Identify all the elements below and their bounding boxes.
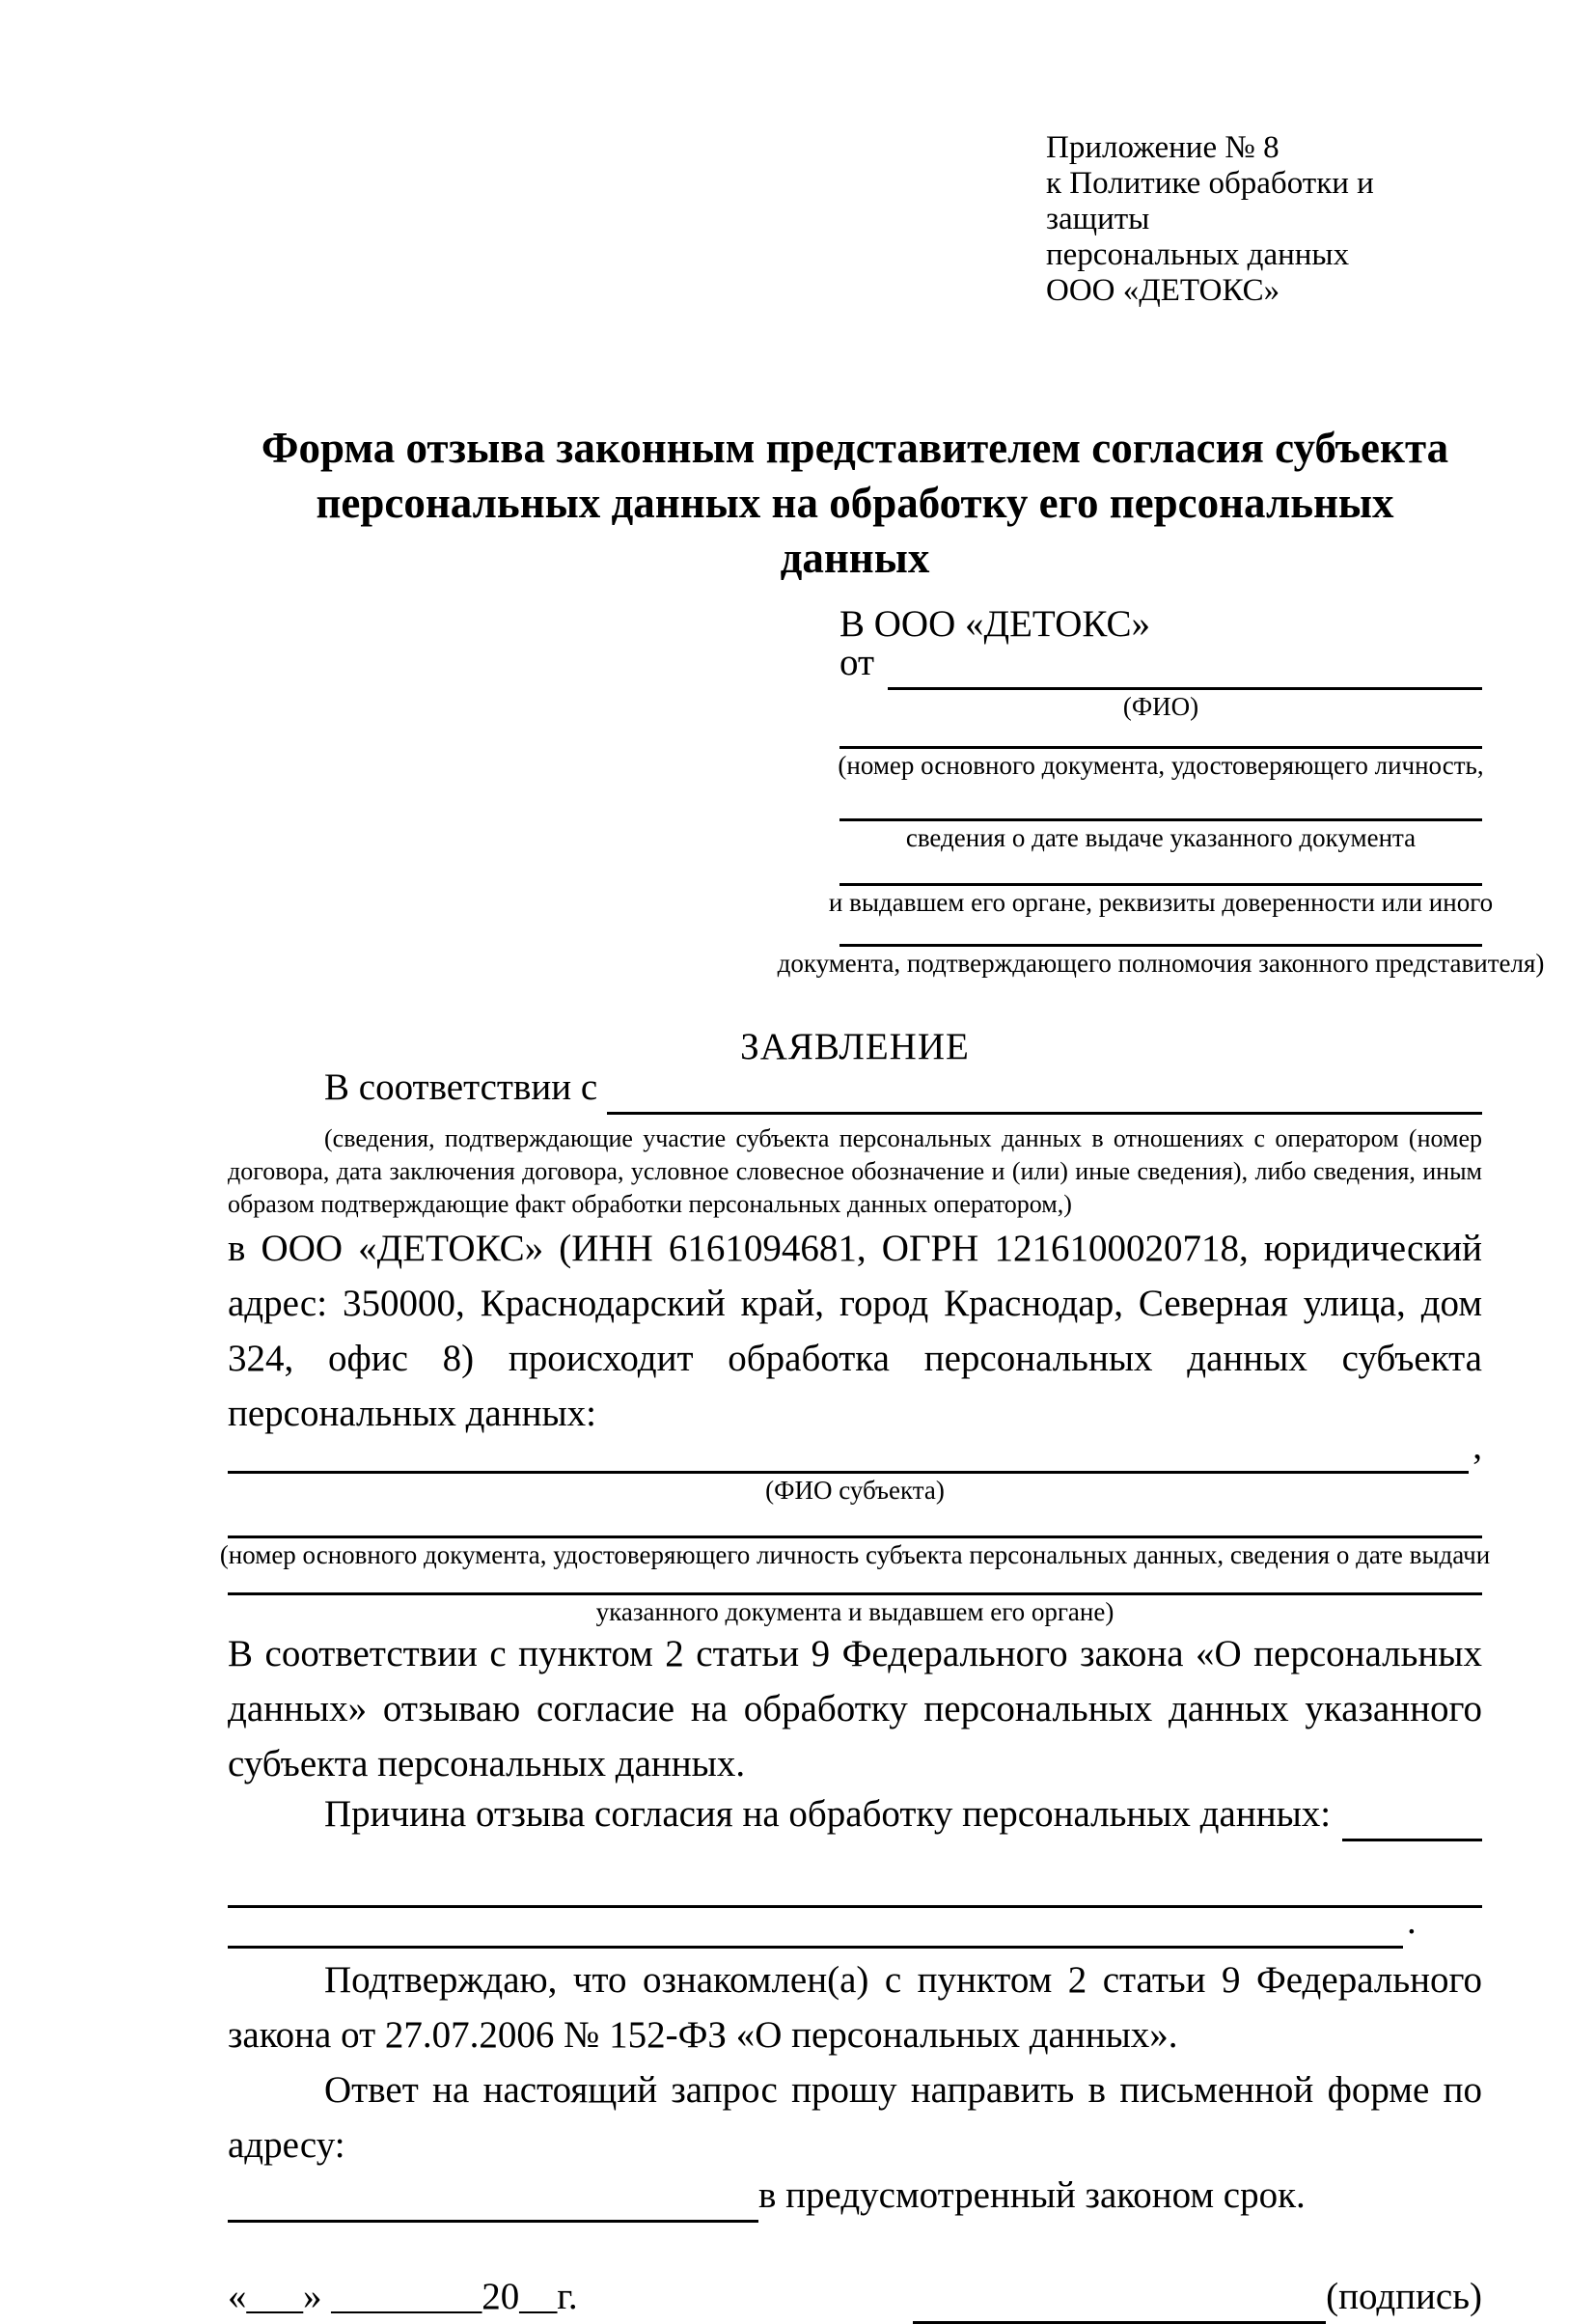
subject-fio-caption: (ФИО субъекта) bbox=[765, 1476, 945, 1505]
subject-doc-blank-line-1[interactable] bbox=[228, 1536, 1482, 1538]
reply-address-row bbox=[228, 2172, 1482, 2223]
reason-row bbox=[228, 1791, 1482, 1841]
doc-blank-line-2[interactable] bbox=[839, 818, 1482, 821]
operator-paragraph: в ООО «ДЕТОКС» (ИНН 6161094681, ОГРН 1216100020718, юридический адрес: 350000, Краснодарский край, город Краснодар, Северная улица, дом 324, офис 8) происходит обработка персональных данных субъекта персональных данных: bbox=[228, 1228, 1482, 1434]
signature-block bbox=[913, 2269, 1482, 2324]
appendix-block bbox=[1046, 130, 1482, 309]
basis-row bbox=[228, 1066, 1482, 1115]
subject-doc-caption-2: указанного документа и выдавшем его органе) bbox=[595, 1597, 1114, 1626]
doc-line-group-3 bbox=[828, 883, 1494, 917]
doc-blank-line-1[interactable] bbox=[839, 746, 1482, 749]
appendix-line: персональных данных bbox=[1046, 237, 1350, 272]
subject-fio-caption-row bbox=[228, 1476, 1482, 1505]
reason-label: Причина отзыва согласия на обработку персональных данных: bbox=[324, 1793, 1332, 1835]
doc-line-caption-3: и выдавшем его органе, реквизиты доверенности или иного bbox=[828, 888, 1494, 917]
from-row bbox=[839, 642, 1482, 690]
doc-line-caption-4: документа, подтверждающего полномочия законного представителя) bbox=[777, 949, 1545, 978]
date-field[interactable]: «___» ________20__г. bbox=[228, 2276, 578, 2317]
doc-blank-line-4[interactable] bbox=[839, 944, 1482, 947]
withdrawal-paragraph: В соответствии с пунктом 2 статьи 9 Федерального закона «О персональных данных» отзываю согласие на обработку персональных данных указанного субъекта персональных данных. bbox=[228, 1633, 1482, 1784]
reply-tail: в предусмотренный законом срок. bbox=[758, 2174, 1306, 2216]
basis-note: (сведения, подтверждающие участие субъекта персональных данных в отношениях с оператором (номер договора, дата заключения договора, условное словесное обозначение и (или) иные сведения), либо сведения, иным образом подтверждающие факт обработки персональных данных оператором,) bbox=[228, 1124, 1482, 1218]
reply-address-blank-line[interactable] bbox=[228, 2170, 758, 2223]
reason-extra-line-2[interactable] bbox=[228, 1905, 1403, 1949]
addressee-block bbox=[777, 603, 1545, 978]
appendix-line: к Политике обработки и защиты bbox=[1046, 166, 1374, 236]
doc-line-group-2 bbox=[839, 818, 1482, 852]
appendix-line: Приложение № 8 bbox=[1046, 130, 1280, 165]
doc-line-group-4 bbox=[777, 944, 1545, 978]
basis-label: В соответствии с bbox=[324, 1066, 598, 1108]
statement-heading: ЗАЯВЛЕНИЕ bbox=[740, 1026, 970, 1067]
subject-line-comma: , bbox=[1472, 1425, 1482, 1467]
doc-line-caption-2: сведения о дате выдаче указанного документа bbox=[905, 823, 1417, 852]
basis-blank-line[interactable] bbox=[607, 1112, 1482, 1115]
doc-blank-line-3[interactable] bbox=[839, 883, 1482, 886]
fio-caption: (ФИО) bbox=[1122, 692, 1199, 721]
doc-line-group-1 bbox=[839, 746, 1482, 780]
signature-caption: (подпись) bbox=[1326, 2276, 1482, 2317]
reason-extra-line-1[interactable] bbox=[228, 1841, 1482, 1908]
fio-blank-line[interactable] bbox=[888, 687, 1482, 690]
subject-doc-group-2 bbox=[228, 1592, 1482, 1626]
signature-blank-line[interactable] bbox=[913, 2279, 1326, 2324]
period: . bbox=[1407, 1900, 1417, 1942]
footer-row bbox=[228, 2269, 1482, 2324]
from-label: от bbox=[839, 642, 875, 683]
reply-paragraph: Ответ на настоящий запрос прошу направить в письменной форме по адресу: bbox=[228, 2069, 1482, 2166]
reason-blank-line[interactable] bbox=[1342, 1839, 1482, 1841]
reason-extra-line-2-row bbox=[228, 1900, 1482, 1949]
subject-doc-group-1 bbox=[219, 1536, 1491, 1569]
fio-caption-row bbox=[839, 692, 1482, 721]
subject-doc-blank-line-2[interactable] bbox=[228, 1592, 1482, 1595]
doc-line-caption-1: (номер основного документа, удостоверяющего личность, bbox=[838, 751, 1484, 780]
appendix-line: ООО «ДЕТОКС» bbox=[1046, 273, 1280, 308]
subject-doc-caption-1: (номер основного документа, удостоверяющего личность субъекта персональных данных, сведения о дате выдачи bbox=[219, 1540, 1491, 1569]
addressee-org: В ООО «ДЕТОКС» bbox=[839, 603, 1150, 645]
document-title: Форма отзыва законным представителем согласия субъекта персональных данных на обработку его персональных данных bbox=[261, 424, 1449, 582]
subject-fio-row bbox=[228, 1425, 1482, 1474]
confirm-paragraph: Подтверждаю, что ознакомлен(а) с пунктом 2 статьи 9 Федерального закона от 27.07.2006 № 152-ФЗ «О персональных данных». bbox=[228, 1959, 1482, 2056]
subject-fio-blank-line[interactable] bbox=[228, 1471, 1469, 1474]
